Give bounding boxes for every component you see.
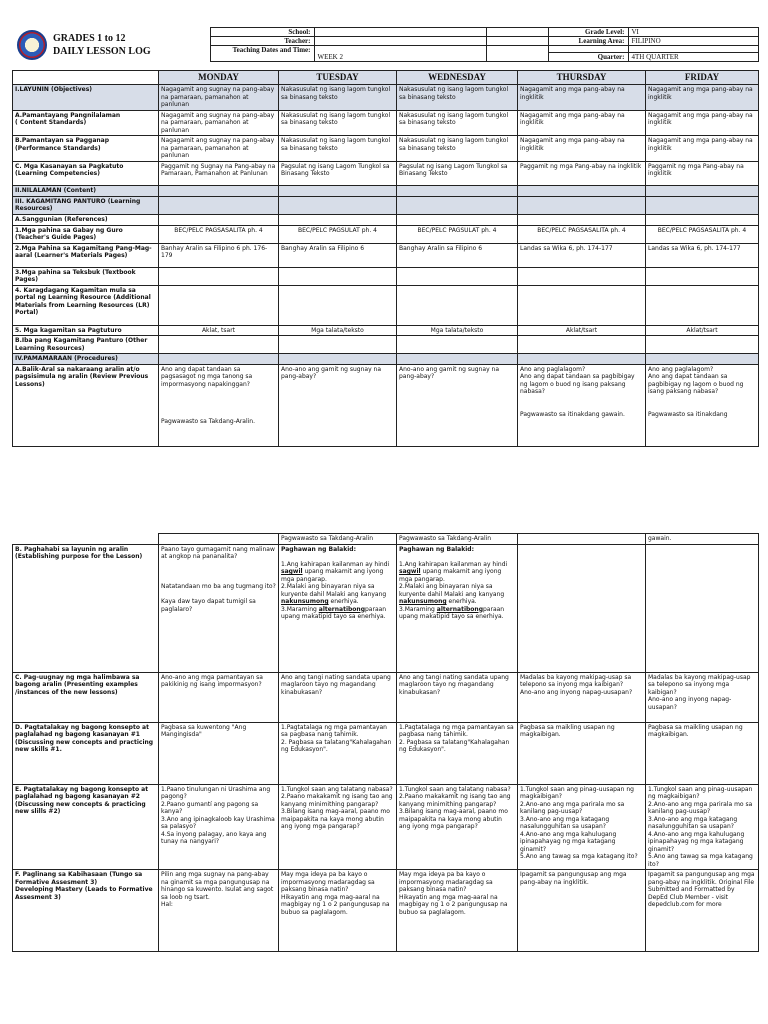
cell-wednesday [397, 196, 518, 214]
day-tuesday: TUESDAY [279, 71, 397, 85]
school-value [314, 28, 486, 37]
cell-friday [646, 544, 759, 672]
deped-seal-icon [17, 30, 47, 60]
spacer-cell [486, 37, 548, 46]
continuation-cell [159, 534, 279, 545]
quarter-label: Quarter: [548, 53, 628, 62]
cell-tuesday [279, 267, 397, 285]
cell-friday [646, 285, 759, 325]
row-label: 5. Mga kagamitan sa Pagtuturo [13, 325, 159, 336]
cell-thursday: Ano ang paglalagom? Ano ang dapat tandaan sa pagbibigay ng lagom o buod ng isang paksang nabasa? Pagwawasto sa itinakdang gawain. [518, 364, 646, 446]
lesson-row [13, 225, 759, 243]
item-text: 1.Ang kahirapan kailanman ay hindi [399, 560, 508, 568]
school-label: School: [210, 28, 314, 37]
cell-friday: Nagagamit ang mga pang-abay na ingklitik [646, 85, 759, 111]
cell-wednesday [397, 185, 518, 196]
lesson-row [13, 784, 759, 870]
cell-thursday: Pagbasa sa maikling usapan ng magkaibigan. [518, 722, 646, 784]
cell-tuesday: Nakasusulat ng isang lagom tungkol sa binasang teksto [279, 85, 397, 111]
continuation-row [13, 534, 759, 545]
cell-friday [646, 336, 759, 354]
cell-tuesday: 1.Pagtatalaga ng mga pamantayan sa pagbasa nang tahimik. 2. Pagbasa sa talatang"Kahalagahan ng Edukasyon". [279, 722, 397, 784]
cell-wednesday [397, 544, 518, 672]
item-text: paraan upang makatipid tayo sa enerhiya. [281, 605, 387, 620]
cell-thursday: Aklat/tsart [518, 325, 646, 336]
cell-thursday: BEC/PELC PAGSASALITA ph. 4 [518, 225, 646, 243]
vocab-word: sagwil [399, 568, 421, 575]
row-label: 3.Mga pahina sa Teksbuk (Textbook Pages) [13, 267, 159, 285]
header-table [12, 27, 759, 62]
spacer-cell [486, 28, 548, 37]
row-label: D. Pagtatalakay ng bagong konsepto at paglalahad ng bagong kasanayan #1 (Discussing new concepts and practicing new skills #1. [13, 722, 159, 784]
cell-tuesday [279, 214, 397, 225]
log-title-line2: DAILY LESSON LOG [53, 45, 151, 57]
cell-friday [646, 185, 759, 196]
lesson-row [13, 325, 759, 336]
vocab-word: alternatibong [436, 605, 483, 613]
cell-tuesday [279, 285, 397, 325]
row-label: A.Pamantayang Pangnilalaman ( Content Standards) [13, 110, 159, 136]
cell-tuesday: Banghay Aralin sa Filipino 6 [279, 243, 397, 267]
cell-wednesday: Ano ang tangi nating sandata upang maglaroon tayo ng magandang kinabukasan? [397, 672, 518, 722]
spacer-cell [486, 46, 548, 62]
cell-monday: 1.Paano tinulungan ni Urashima ang pagong? 2.Paano gumantí ang pagong sa kanya? 3.Ano ang ipinagkaloob kay Urashima sa palasyo? 4.Sa inyong palagay, ano kaya ang tunay na nangyari? [159, 784, 279, 870]
row-label: B.Iba pang Kagamitang Panturo (Other Learning Resources) [13, 336, 159, 354]
item-text: enerhiya. [328, 598, 359, 605]
cell-wednesday [397, 285, 518, 325]
learning-area-label: Learning Area: [548, 37, 628, 46]
cell-friday: Landas sa Wika 6, ph. 174-177 [646, 243, 759, 267]
cell-thursday [518, 196, 646, 214]
row-label: C. Mga Kasanayan sa Pagkatuto (Learning Competencies) [13, 161, 159, 185]
cell-thursday: Nagagamit ang mga pang-abay na ingklitik [518, 110, 646, 136]
cell-wednesday: 1.Pagtatalaga ng mga pamantayan sa pagbasa nang tahimik. 2. Pagbasa sa talatang"Kahalagahan ng Edukasyon". [397, 722, 518, 784]
cell-tuesday: BEC/PELC PAGSULAT ph. 4 [279, 225, 397, 243]
cell-monday [159, 285, 279, 325]
lesson-row [13, 110, 759, 136]
blank-cell [548, 46, 628, 53]
balakid-item-2 [281, 583, 394, 606]
blank-cell [628, 46, 758, 53]
lesson-log-page-1 [12, 27, 758, 447]
lesson-row [13, 285, 759, 325]
lesson-row [13, 364, 759, 446]
cell-monday [159, 267, 279, 285]
cell-wednesday: Nakasusulat ng isang lagom tungkol sa binasang teksto [397, 136, 518, 162]
cell-friday: Nagagamit ang mga pang-abay na ingklitik [646, 110, 759, 136]
row-label: 2.Mga Pahina sa Kagamitang Pang-Mag-aaral (Learner's Materials Pages) [13, 243, 159, 267]
cell-thursday: Nagagamit ang mga pang-abay na ingklitik [518, 136, 646, 162]
cell-monday [159, 354, 279, 365]
corner-cell [13, 71, 159, 85]
cell-wednesday: Nakasusulat ng isang lagom tungkol sa binasang teksto [397, 85, 518, 111]
cell-monday [159, 336, 279, 354]
cell-monday: Aklat, tsart [159, 325, 279, 336]
row-label: B.Pamantayan sa Pagganap (Performance Standards) [13, 136, 159, 162]
cell-wednesday: Ano-ano ang gamit ng sugnay na pang-abay? [397, 364, 518, 446]
cell-wednesday: May mga ideya pa ba kayo o impormasyong madaragdag sa paksang binasa natin? Hikayatin ang mga mag-aaral na magbigay ng 1 o 2 pangungusap na bubuo sa paglalagom. [397, 870, 518, 952]
vocab-word: nakunsumong [281, 598, 329, 605]
balakid-title: Paghawan ng Balakid: [399, 545, 474, 553]
quarter-value: 4TH QUARTER [628, 53, 758, 62]
row-label: A.Sanggunian (References) [13, 214, 159, 225]
cell-monday: Banhay Aralin sa Filipino 6 ph. 176-179 [159, 243, 279, 267]
lesson-table-2 [12, 533, 759, 952]
lesson-row [13, 214, 759, 225]
cell-friday: Ano ang paglalagom? Ano ang dapat tandaan sa pagbibigay ng lagom o buod ng isang paksang nabasa? Pagwawasto sa itinakdang [646, 364, 759, 446]
grade-level-value: VI [628, 28, 758, 37]
item-text: 3.Maraming [399, 605, 437, 613]
day-monday: MONDAY [159, 71, 279, 85]
item-text: upang makamit ang iyong mga pangarap. [399, 568, 502, 583]
cell-tuesday [279, 336, 397, 354]
balakid-item-1 [399, 561, 515, 584]
cell-friday: BEC/PELC PAGSASALITA ph. 4 [646, 225, 759, 243]
lesson-row [13, 196, 759, 214]
cell-tuesday [279, 544, 397, 672]
row-label: C. Pag-uugnay ng mga halimbawa sa bagong aralin (Presenting examples /instances of the new lessons) [13, 672, 159, 722]
vocab-word: sagwil [281, 568, 303, 575]
row-establishing-purpose [13, 544, 759, 672]
cell-friday [646, 196, 759, 214]
balakid-item-3 [281, 606, 394, 621]
cell-friday: Ipagamit sa pangungusap ang mga pang-abay na ingklitik. Original File Submitted and Formatted by DepEd Club Member - visit depedclub.com for more [646, 870, 759, 952]
learning-area-value: FILIPINO [628, 37, 758, 46]
cell-friday: Madalas ba kayong makipag-usap sa telepono sa inyong mga kaibigan? Ano-ano ang inyong napag-uusapan? [646, 672, 759, 722]
cell-thursday [518, 336, 646, 354]
lesson-log-page-2 [12, 533, 758, 952]
lesson-row [13, 267, 759, 285]
cell-wednesday: Banghay Aralin sa Filipino 6 [397, 243, 518, 267]
teaching-dates-label: Teaching Dates and Time: [210, 46, 314, 62]
teaching-dates-value: WEEK 2 [314, 46, 486, 62]
cell-thursday: Landas sa Wika 6, ph. 174-177 [518, 243, 646, 267]
item-text: enerhiya. [446, 598, 477, 605]
item-text: 3.Maraming [281, 605, 319, 613]
lesson-row [13, 85, 759, 111]
cell-monday: Nagagamit ang sugnay na pang-abay na pamaraan, pamanahon at panlunan [159, 110, 279, 136]
cell-monday [159, 196, 279, 214]
cell-wednesday [397, 214, 518, 225]
cell-monday: Paano tayo gumagamit nang malinaw at angkop na pananalita? Natatandaan mo ba ang tugmang ito? Kaya daw tayo dapat tumigil sa paglalaro? [159, 544, 279, 672]
item-text: upang makamit ang iyong mga pangarap. [281, 568, 384, 583]
row-label: F. Paglinang sa Kabihasaan (Tungo sa Formative Assesment 3) Developing Mastery (Leads to Formative Assesment 3) [13, 870, 159, 952]
continuation-cell: gawain. [646, 534, 759, 545]
cell-wednesday [397, 267, 518, 285]
balakid-item-2 [399, 583, 515, 606]
cell-monday: Pilin ang mga sugnay na pang-abay na ginamit sa mga pangungusap na hinango sa kuwento. Isulat ang sagot sa loob ng tsart. Hal: [159, 870, 279, 952]
lesson-row [13, 672, 759, 722]
cell-friday: Aklat/tsart [646, 325, 759, 336]
item-text: paraan upang makatipid tayo sa enerhiya. [399, 605, 505, 620]
continuation-cell: Pagwawasto sa Takdang-Aralin [397, 534, 518, 545]
day-friday: FRIDAY [646, 71, 759, 85]
lesson-row [13, 354, 759, 365]
row-label: I.LAYUNIN (Objectives) [13, 85, 159, 111]
cell-thursday: Madalas ba kayong makipag-usap sa telepono sa inyong mga kaibigan? Ano-ano ang inyong napag-uusapan? [518, 672, 646, 722]
row-label: E. Pagtatalakay ng bagong konsepto at paglalahad ng bagong kasanayan #2 (Discussing new concepts & practicing new slills #2) [13, 784, 159, 870]
cell-tuesday: 1.Tungkol saan ang talatang nabasa? 2.Paano makakamit ng isang tao ang kanyang minimithing pangarap? 3.Bilang isang mag-aaral, paano mo maipapakita na kaya mong abutin ang iyong mga pangarap? [279, 784, 397, 870]
day-header-row [13, 71, 759, 85]
cell-tuesday: Ano-ano ang gamit ng sugnay na pang-abay? [279, 364, 397, 446]
cell-thursday [518, 354, 646, 365]
cell-wednesday: 1.Tungkol saan ang talatang nabasa? 2.Paano makakamit ng isang tao ang kanyang minimithing pangarap? 3.Bilang isang mag-aaral, paano mo maipapakita na kaya mong abutin ang iyong mga pangarap? [397, 784, 518, 870]
continuation-cell [518, 534, 646, 545]
cell-thursday: 1.Tungkol saan ang pinag-uusapan ng magkaibigan? 2.Ano-ano ang mga parirala mo sa kanilang pag-uusap? 3.Ano-ano ang mga katagang nasalungguhitan sa usapan? 4.Ano-ano ang mga kahulugang ipinapahayag ng mga katagang ginamit? 5.Ano ang tawag sa mga katagang ito? [518, 784, 646, 870]
cell-thursday: Ipagamit sa pangungusap ang mga pang-abay na ingklitik. [518, 870, 646, 952]
lesson-row [13, 336, 759, 354]
lesson-table-1 [12, 70, 759, 447]
cell-tuesday: Pagsulat ng isang Lagom Tungkol sa Binasang Teksto [279, 161, 397, 185]
balakid-item-3 [399, 606, 515, 621]
item-text: 2.Malaki ang binayaran niya sa kuryente dahil Malaki ang kanyang [399, 583, 505, 598]
cell-friday: Nagagamit ang mga pang-abay na ingklitik [646, 136, 759, 162]
cell-thursday: Nagagamit ang mga pang-abay na ingklitik [518, 85, 646, 111]
cell-thursday [518, 544, 646, 672]
cell-wednesday: Mga talata/teksto [397, 325, 518, 336]
cell-wednesday [397, 354, 518, 365]
cell-monday: Pagbasa sa kuwentong "Ang Mangingisda" [159, 722, 279, 784]
cell-monday: BEC/PELC PAGSASALITA ph. 4 [159, 225, 279, 243]
cell-monday: Nagagamit ang sugnay na pang-abay na pamaraan, pamanahon at panlunan [159, 136, 279, 162]
row-label: 1.Mga pahina sa Gabay ng Guro (Teacher's Guide Pages) [13, 225, 159, 243]
lesson-row [13, 722, 759, 784]
cell-tuesday: Ano ang tangi nating sandata upang maglaroon tayo ng magandang kinabukasan? [279, 672, 397, 722]
cell-friday: Paggamit ng mga Pang-abay na ingklitik [646, 161, 759, 185]
vocab-word: nakunsumong [399, 598, 447, 605]
row-label: A.Balik-Aral sa nakaraang aralin at/o pagsisimula ng aralin (Review Previous Lessons) [13, 364, 159, 446]
cell-monday [159, 185, 279, 196]
cell-friday [646, 214, 759, 225]
lesson-row [13, 870, 759, 952]
lesson-row [13, 243, 759, 267]
cell-monday: Paggamit ng Sugnay na Pang-abay na Pamaraan, Pamanahon at Panlunan [159, 161, 279, 185]
cell-friday [646, 267, 759, 285]
cell-thursday: Paggamit ng mga Pang-abay na ingklitik [518, 161, 646, 185]
grade-level-label: Grade Level: [548, 28, 628, 37]
teacher-value [314, 37, 486, 46]
cell-friday: 1.Tungkol saan ang pinag-uusapan ng magkaibigan? 2.Ano-ano ang mga parirala mo sa kanilang pag-uusap? 3.Ano-ano ang mga katagang nasalungguhitan sa usapan? 4.Ano-ano ang mga kahulugang ipinapahayag ng mga katagang ginamit? 5.Ano ang tawag sa mga katagang ito? [646, 784, 759, 870]
cell-wednesday: Nakasusulat ng isang lagom tungkol sa binasang teksto [397, 110, 518, 136]
cell-tuesday: May mga ideya pa ba kayo o impormasyong madaragdag sa paksang binasa natin? Hikayatin ang mga mag-aaral na magbigay ng 1 o 2 pangungusap na bubuo sa paglalagom. [279, 870, 397, 952]
cell-monday: Ano ang dapat tandaan sa pagsasagot ng mga tanong sa impormasyong napakinggan? Pagwawasto sa Takdang-Aralin. [159, 364, 279, 446]
cell-friday [646, 354, 759, 365]
cell-tuesday [279, 196, 397, 214]
continuation-cell: Pagwawasto sa Takdang-Aralin [279, 534, 397, 545]
vocab-word: alternatibong [318, 605, 365, 613]
row-label: IV.PAMAMARAAN (Procedures) [13, 354, 159, 365]
cell-thursday [518, 185, 646, 196]
balakid-item-1 [281, 561, 394, 584]
cell-monday [159, 214, 279, 225]
cell-friday: Pagbasa sa maikling usapan ng magkaibigan. [646, 722, 759, 784]
cell-thursday [518, 214, 646, 225]
cell-tuesday: Mga talata/teksto [279, 325, 397, 336]
logo-block [12, 28, 210, 62]
cell-monday: Ano-ano ang mga pamantayan sa pakikinig ng isang impormasyon? [159, 672, 279, 722]
lesson-row [13, 136, 759, 162]
cell-tuesday [279, 354, 397, 365]
cell-thursday [518, 267, 646, 285]
item-text: 1.Ang kahirapan kailanman ay hindi [281, 560, 390, 568]
teacher-label: Teacher: [210, 37, 314, 46]
cell-wednesday [397, 336, 518, 354]
cell-thursday [518, 285, 646, 325]
cell-tuesday: Nakasusulat ng isang lagom tungkol sa binasang teksto [279, 110, 397, 136]
continuation-label [13, 534, 159, 545]
day-thursday: THURSDAY [518, 71, 646, 85]
row-label: II.NILALAMAN (Content) [13, 185, 159, 196]
lesson-row [13, 161, 759, 185]
row-label: III. KAGAMITANG PANTURO (Learning Resources) [13, 196, 159, 214]
cell-wednesday: Pagsulat ng isang Lagom Tungkol sa Binasang Teksto [397, 161, 518, 185]
log-title-line1: GRADES 1 to 12 [53, 32, 126, 44]
balakid-title: Paghawan ng Balakid: [281, 545, 356, 553]
lesson-row [13, 185, 759, 196]
cell-wednesday: BEC/PELC PAGSULAT ph. 4 [397, 225, 518, 243]
day-wednesday: WEDNESDAY [397, 71, 518, 85]
cell-tuesday: Nakasusulat ng isang lagom tungkol sa binasang teksto [279, 136, 397, 162]
row-label: B. Paghahabi sa layunin ng aralin (Establishing purpose for the Lesson) [13, 544, 159, 672]
item-text: 2.Malaki ang binayaran niya sa kuryente dahil Malaki ang kanyang [281, 583, 387, 598]
row-label: 4. Karagdagang Kagamitan mula sa portal ng Learning Resource (Additional Materials from Learning Resources (LR) Portal) [13, 285, 159, 325]
cell-tuesday [279, 185, 397, 196]
cell-monday: Nagagamit ang sugnay na pang-abay na pamaraan, pamanahon at panlunan [159, 85, 279, 111]
